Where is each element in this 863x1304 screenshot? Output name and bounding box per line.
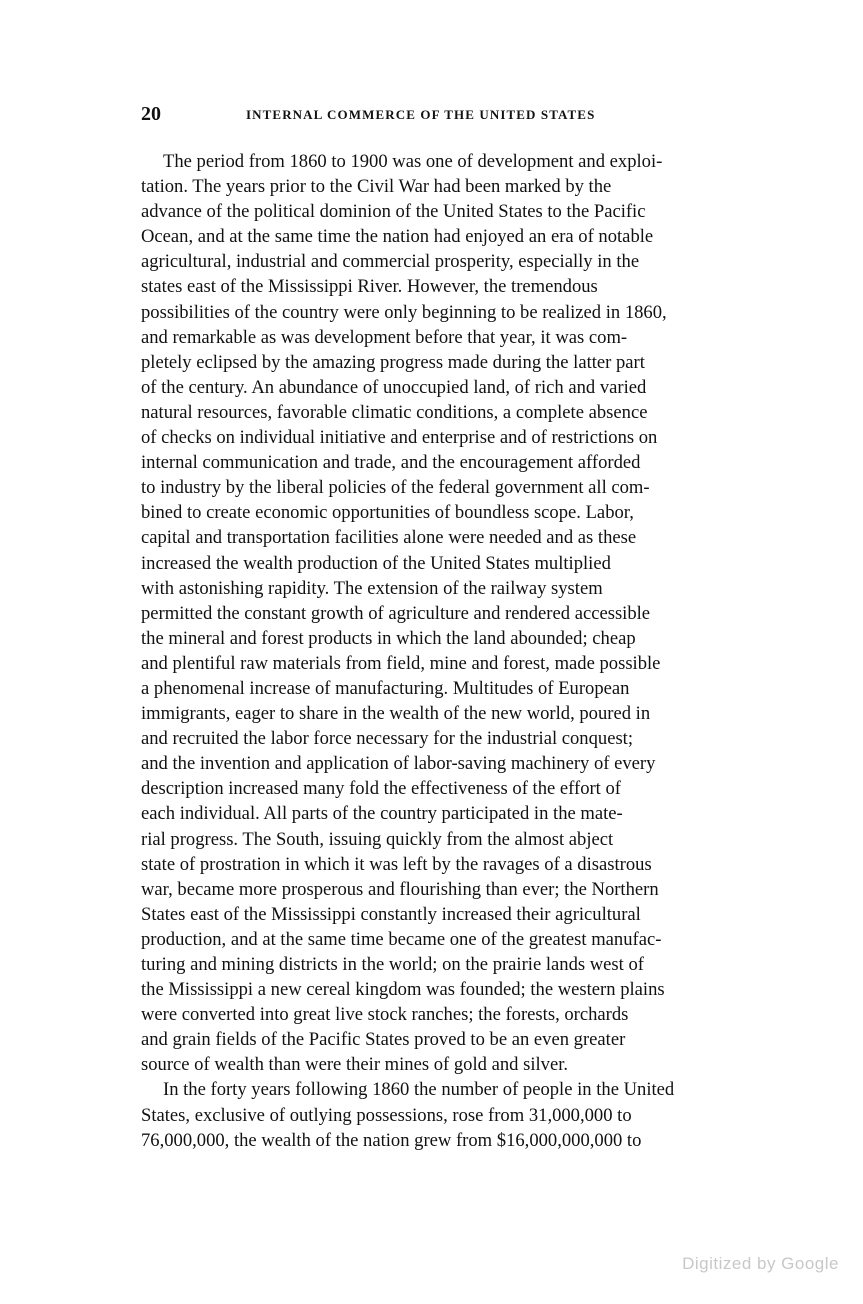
running-title: INTERNAL COMMERCE OF THE UNITED STATES: [246, 107, 596, 122]
digitized-watermark: Digitized by Google: [682, 1254, 839, 1273]
body-text: [141, 149, 775, 1153]
paragraph-1: The period from 1860 to 1900 was one of development and exploi- tation. The years prior to the Civil War had been marked by the advance of the political dominion of the United States to the Pacific Ocean, and at the same time the nation had enjoyed an era of notable agricultural, industrial and commercial prosperity, especially in the states east of the Mississippi River. However, the tremendous possibilities of the country were only beginning to be realized in 1860, and remarkable as was development before that year, it was com- pletely eclipsed by the amazing progress made during the latter part of the century. An abundance of unoccupied land, of rich and varied natural resources, favorable climatic conditions, a complete absence of checks on individual initiative and enterprise and of restrictions on internal communication and trade, and the encouragement afforded to industry by the liberal policies of the federal government all com- bined to create economic opportunities of boundless scope. Labor, capital and transportation facilities alone were needed and as these increased the wealth production of the United States multiplied with astonishing rapidity. The extension of the railway system permitted the constant growth of agriculture and rendered accessible the mineral and forest products in which the land abounded; cheap and plentiful raw materials from field, mine and forest, made possible a phenomenal increase of manufacturing. Multitudes of European immigrants, eager to share in the wealth of the new world, poured in and recruited the labor force necessary for the industrial conquest; and the invention and application of labor-saving machinery of every description increased many fold the effectiveness of the effort of each individual. All parts of the country participated in the mate- rial progress. The South, issuing quickly from the almost abject state of prostration in which it was left by the ravages of a disastrous war, became more prosperous and flourishing than ever; the Northern States east of the Mississippi constantly increased their agricultural production, and at the same time became one of the greatest manufac- turing and mining districts in the world; on the prairie lands west of the Mississippi a new cereal kingdom was founded; the western plains were converted into great live stock ranches; the forests, orchards and grain fields of the Pacific States proved to be an even greater source of wealth than were their mines of gold and silver.: [141, 151, 667, 1076]
page-number: 20: [141, 103, 161, 125]
page-header: [141, 103, 773, 127]
paragraph-2: In the forty years following 1860 the number of people in the United States, exclusive of outlying possessions, rose from 31,000,000 to 76,000,000, the wealth of the nation grew from $16,000,000,000 to: [141, 1079, 675, 1151]
